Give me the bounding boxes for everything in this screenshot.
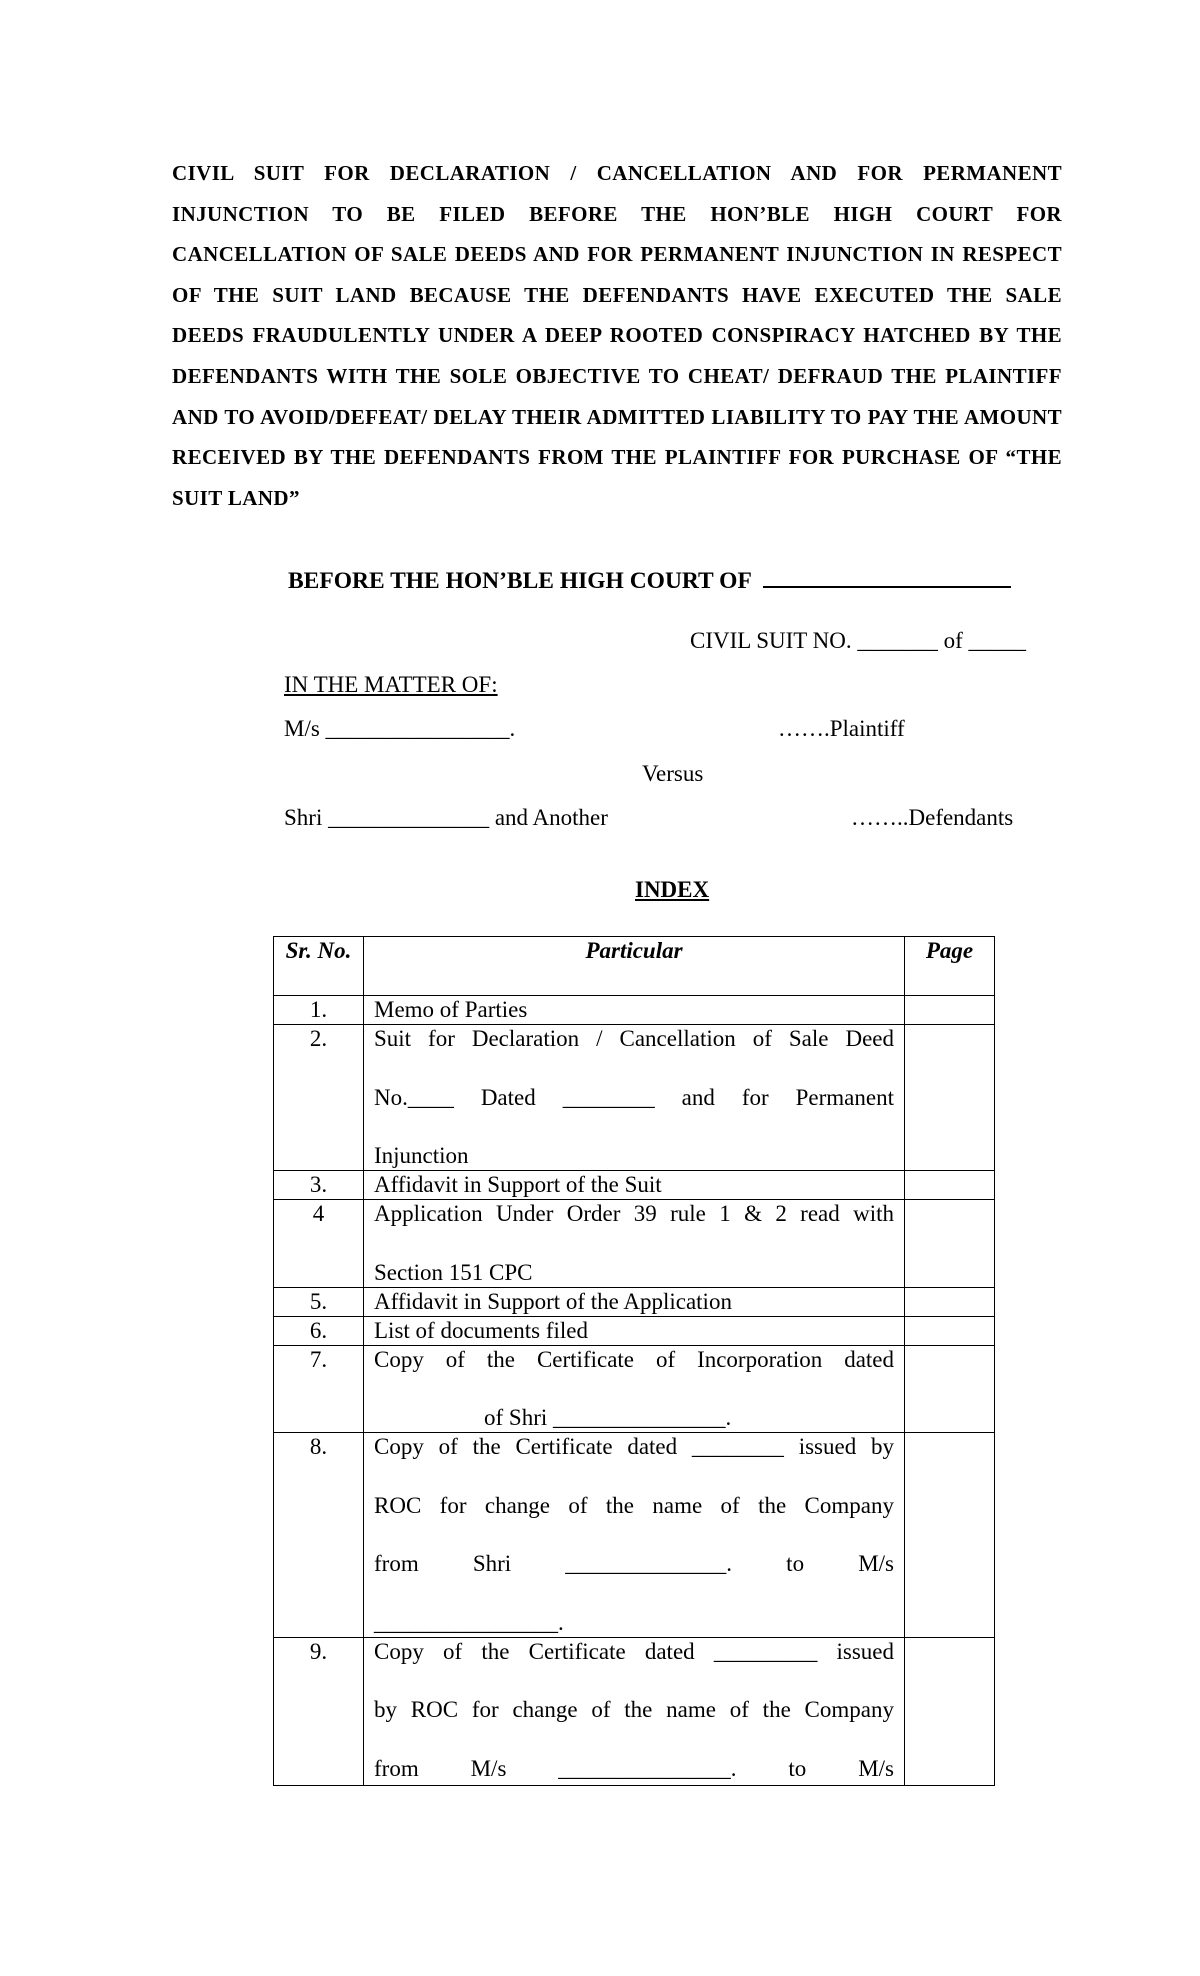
index-table <box>273 936 995 1786</box>
row-line: Application Under Order 39 rule 1 & 2 read with <box>374 1201 894 1226</box>
row-line: Suit for Declaration / Cancellation of Sale Deed <box>374 1026 894 1051</box>
row-page <box>905 1025 995 1171</box>
court-line-text: BEFORE THE HON’BLE HIGH COURT OF <box>288 568 751 594</box>
table-row <box>274 1025 995 1171</box>
row-page <box>905 996 995 1025</box>
versus-label: Versus <box>642 761 704 786</box>
row-particular <box>364 1025 905 1171</box>
row-particular <box>364 1433 905 1638</box>
row-page <box>905 1345 995 1433</box>
row-sr: 4 <box>274 1200 364 1288</box>
table-header-row <box>274 937 995 996</box>
table-row <box>274 1637 995 1785</box>
row-particular: Affidavit in Support of the Application <box>364 1287 905 1316</box>
row-particular <box>364 1637 905 1785</box>
row-sr: 8. <box>274 1433 364 1638</box>
header-page: Page <box>905 937 995 996</box>
table-row <box>274 1287 995 1316</box>
row-page <box>905 1171 995 1200</box>
row-line: Copy of the Certificate of Incorporation dated <box>374 1346 894 1372</box>
row-particular: Affidavit in Support of the Suit <box>364 1171 905 1200</box>
row-line: Section 151 CPC <box>374 1259 533 1285</box>
row-page <box>905 1433 995 1638</box>
document-heading: CIVIL SUIT FOR DECLARATION / CANCELLATION AND FOR PERMANENT INJUNCTION TO BE FILED BEFORE THE HON’BLE HIGH COURT FOR CANCELLATION OF SALE DEEDS AND FOR PERMANENT INJUNCTION IN RESPECT OF THE SUIT LAND BECAUSE THE DEFENDANTS HAVE EXECUTED THE SALE DEEDS FRAUDULENTLY UNDER A DEEP ROOTED CONSPIRACY HATCHED BY THE DEFENDANTS WITH THE SOLE OBJECTIVE TO CHEAT/ DEFRAUD THE PLAINTIFF AND TO AVOID/DEFEAT/ DELAY THEIR ADMITTED LIABILITY TO PAY THE AMOUNT RECEIVED BY THE DEFENDANTS FROM THE PLAINTIFF FOR PURCHASE OF “THE SUIT LAND” <box>172 161 1062 510</box>
row-sr: 1. <box>274 996 364 1025</box>
row-line: ROC for change of the name of the Company <box>374 1492 894 1518</box>
court-name-blank <box>763 566 1011 588</box>
header-sr-no: Sr. No. <box>274 937 364 996</box>
index-title: INDEX <box>635 877 710 902</box>
row-page <box>905 1316 995 1345</box>
defendant-name: Shri ______________ and Another <box>284 805 608 830</box>
row-line: ________________. <box>374 1609 564 1635</box>
row-sr: 7. <box>274 1345 364 1433</box>
table-row <box>274 1345 995 1433</box>
row-sr: 6. <box>274 1316 364 1345</box>
row-line: No.____ Dated ________ and for Permanent <box>374 1084 894 1110</box>
row-line: Copy of the Certificate dated _________ issued <box>374 1638 894 1664</box>
row-line: from Shri ______________. to M/s <box>374 1551 894 1576</box>
row-sr: 2. <box>274 1025 364 1171</box>
table-row <box>274 1316 995 1345</box>
row-particular <box>364 1200 905 1288</box>
row-particular <box>364 1345 905 1433</box>
row-page <box>905 1287 995 1316</box>
row-line: Copy of the Certificate dated ________ issued by <box>374 1434 894 1459</box>
row-line: Injunction <box>374 1143 469 1168</box>
row-sr: 9. <box>274 1637 364 1785</box>
table-row <box>274 1200 995 1288</box>
table-row <box>274 1171 995 1200</box>
row-sr: 5. <box>274 1287 364 1316</box>
table-row <box>274 996 995 1025</box>
row-page <box>905 1200 995 1288</box>
row-sr: 3. <box>274 1171 364 1200</box>
court-line <box>288 566 1068 595</box>
row-particular: Memo of Parties <box>364 996 905 1025</box>
defendants-label: ……..Defendants <box>851 805 1014 830</box>
row-line: of Shri _______________. <box>484 1405 732 1430</box>
row-page <box>905 1637 995 1785</box>
plaintiff-name: M/s ________________. <box>284 716 516 741</box>
civil-suit-no: CIVIL SUIT NO. _______ of _____ <box>690 628 1027 653</box>
row-line: by ROC for change of the name of the Company <box>374 1697 894 1722</box>
row-line: from M/s _______________. to M/s <box>374 1755 894 1781</box>
in-the-matter-of: IN THE MATTER OF: <box>284 672 498 697</box>
plaintiff-label: …….Plaintiff <box>778 716 905 741</box>
table-row <box>274 1433 995 1638</box>
header-particular: Particular <box>364 937 905 996</box>
row-particular: List of documents filed <box>364 1316 905 1345</box>
